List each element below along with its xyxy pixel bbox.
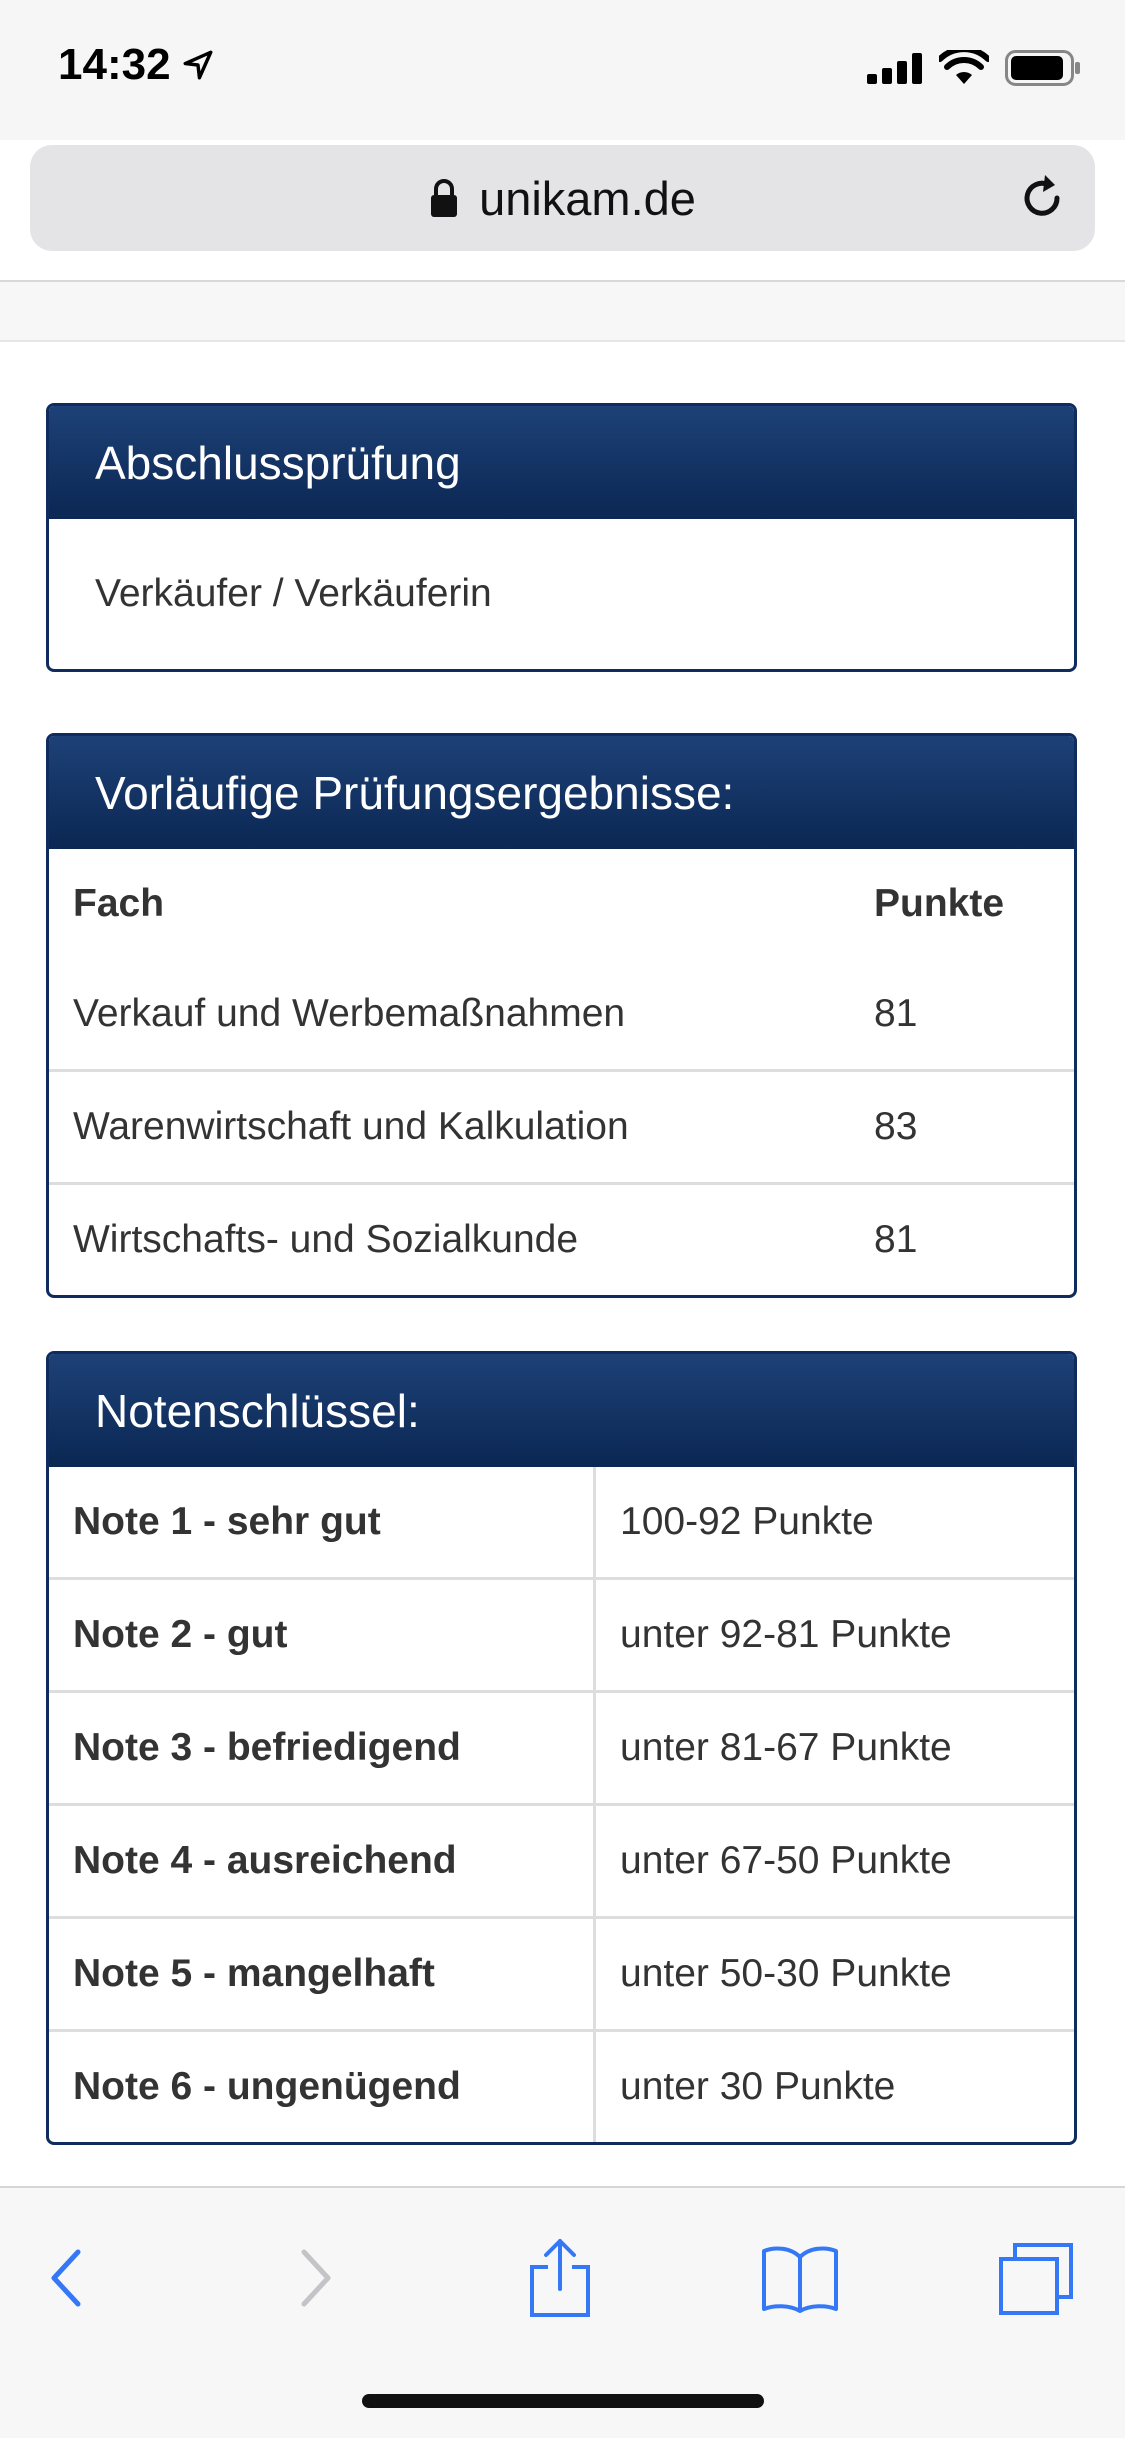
table-row <box>49 1918 1074 2031</box>
grade-cell: Note 4 - ausreichend <box>49 1805 595 1918</box>
range-cell: 100-92 Punkte <box>620 1500 874 1543</box>
range-cell: unter 67-50 Punkte <box>595 1805 1075 1918</box>
results-panel-title: Vorläufige Prüfungsergebnisse: <box>49 736 1074 849</box>
share-icon <box>528 2237 592 2319</box>
tabs-button[interactable] <box>996 2238 1076 2318</box>
status-time-wrap <box>58 40 215 90</box>
subject-cell: Warenwirtschaft und Kalkulation <box>49 1071 850 1184</box>
status-icons <box>867 50 1081 86</box>
grade-cell: Note 2 - gut <box>49 1579 595 1692</box>
table-row <box>49 1467 1074 1579</box>
grading-panel <box>46 1351 1077 2145</box>
grading-table <box>49 1467 1074 2142</box>
table-row <box>49 959 1074 1071</box>
points-cell: 83 <box>850 1071 1074 1184</box>
tabs-icon <box>997 2241 1075 2315</box>
exam-panel <box>46 403 1077 672</box>
bookmarks-button[interactable] <box>760 2238 840 2318</box>
points-cell: 81 <box>850 1184 1074 1296</box>
forward-button[interactable] <box>276 2238 356 2318</box>
range-cell: unter 81-67 Punkte <box>595 1692 1075 1805</box>
address-bar[interactable] <box>30 145 1095 251</box>
home-indicator[interactable] <box>362 2394 764 2408</box>
results-panel <box>46 733 1077 1298</box>
table-row <box>49 1579 1074 1692</box>
grade-cell: Note 1 - sehr gut <box>49 1467 595 1579</box>
book-icon <box>760 2243 840 2313</box>
range-cell: unter 30 Punkte <box>595 2031 1075 2143</box>
status-bar <box>0 0 1125 140</box>
range-cell: unter 92-81 Punkte <box>595 1579 1075 1692</box>
grade-cell: Note 3 - befriedigend <box>49 1692 595 1805</box>
grading-panel-title: Notenschlüssel: <box>49 1354 1074 1467</box>
url-text[interactable]: unikam.de <box>479 171 696 225</box>
column-header-points: Punkte <box>874 882 1005 925</box>
share-button[interactable] <box>520 2238 600 2318</box>
results-table <box>49 849 1074 1295</box>
table-row <box>49 2031 1074 2143</box>
table-row <box>49 1692 1074 1805</box>
range-cell: unter 50-30 Punkte <box>595 1918 1075 2031</box>
page-top-strip <box>0 280 1125 342</box>
grade-cell: Note 5 - mangelhaft <box>49 1918 595 2031</box>
exam-panel-title: Abschlussprüfung <box>49 406 1074 519</box>
location-arrow-icon <box>181 48 215 82</box>
wifi-icon <box>939 50 989 86</box>
points-cell: 81 <box>874 992 918 1035</box>
chevron-right-icon <box>296 2246 336 2310</box>
cellular-signal-icon <box>867 52 923 84</box>
subject-cell: Wirtschafts- und Sozialkunde <box>49 1184 850 1296</box>
table-row <box>49 1184 1074 1296</box>
battery-icon <box>1005 50 1081 86</box>
back-button[interactable] <box>26 2238 106 2318</box>
status-time: 14:32 <box>58 40 171 89</box>
table-row <box>49 1071 1074 1184</box>
grade-cell: Note 6 - ungenügend <box>49 2031 595 2143</box>
reload-icon[interactable] <box>1015 171 1069 225</box>
chevron-left-icon <box>46 2246 86 2310</box>
exam-panel-text: Verkäufer / Verkäuferin <box>95 572 492 615</box>
subject-cell: Verkauf und Werbemaßnahmen <box>73 992 626 1035</box>
table-row <box>49 1805 1074 1918</box>
lock-icon <box>429 178 459 218</box>
url-wrap[interactable] <box>30 145 1095 251</box>
table-header-row <box>49 849 1074 959</box>
column-header-subject: Fach <box>73 882 165 925</box>
